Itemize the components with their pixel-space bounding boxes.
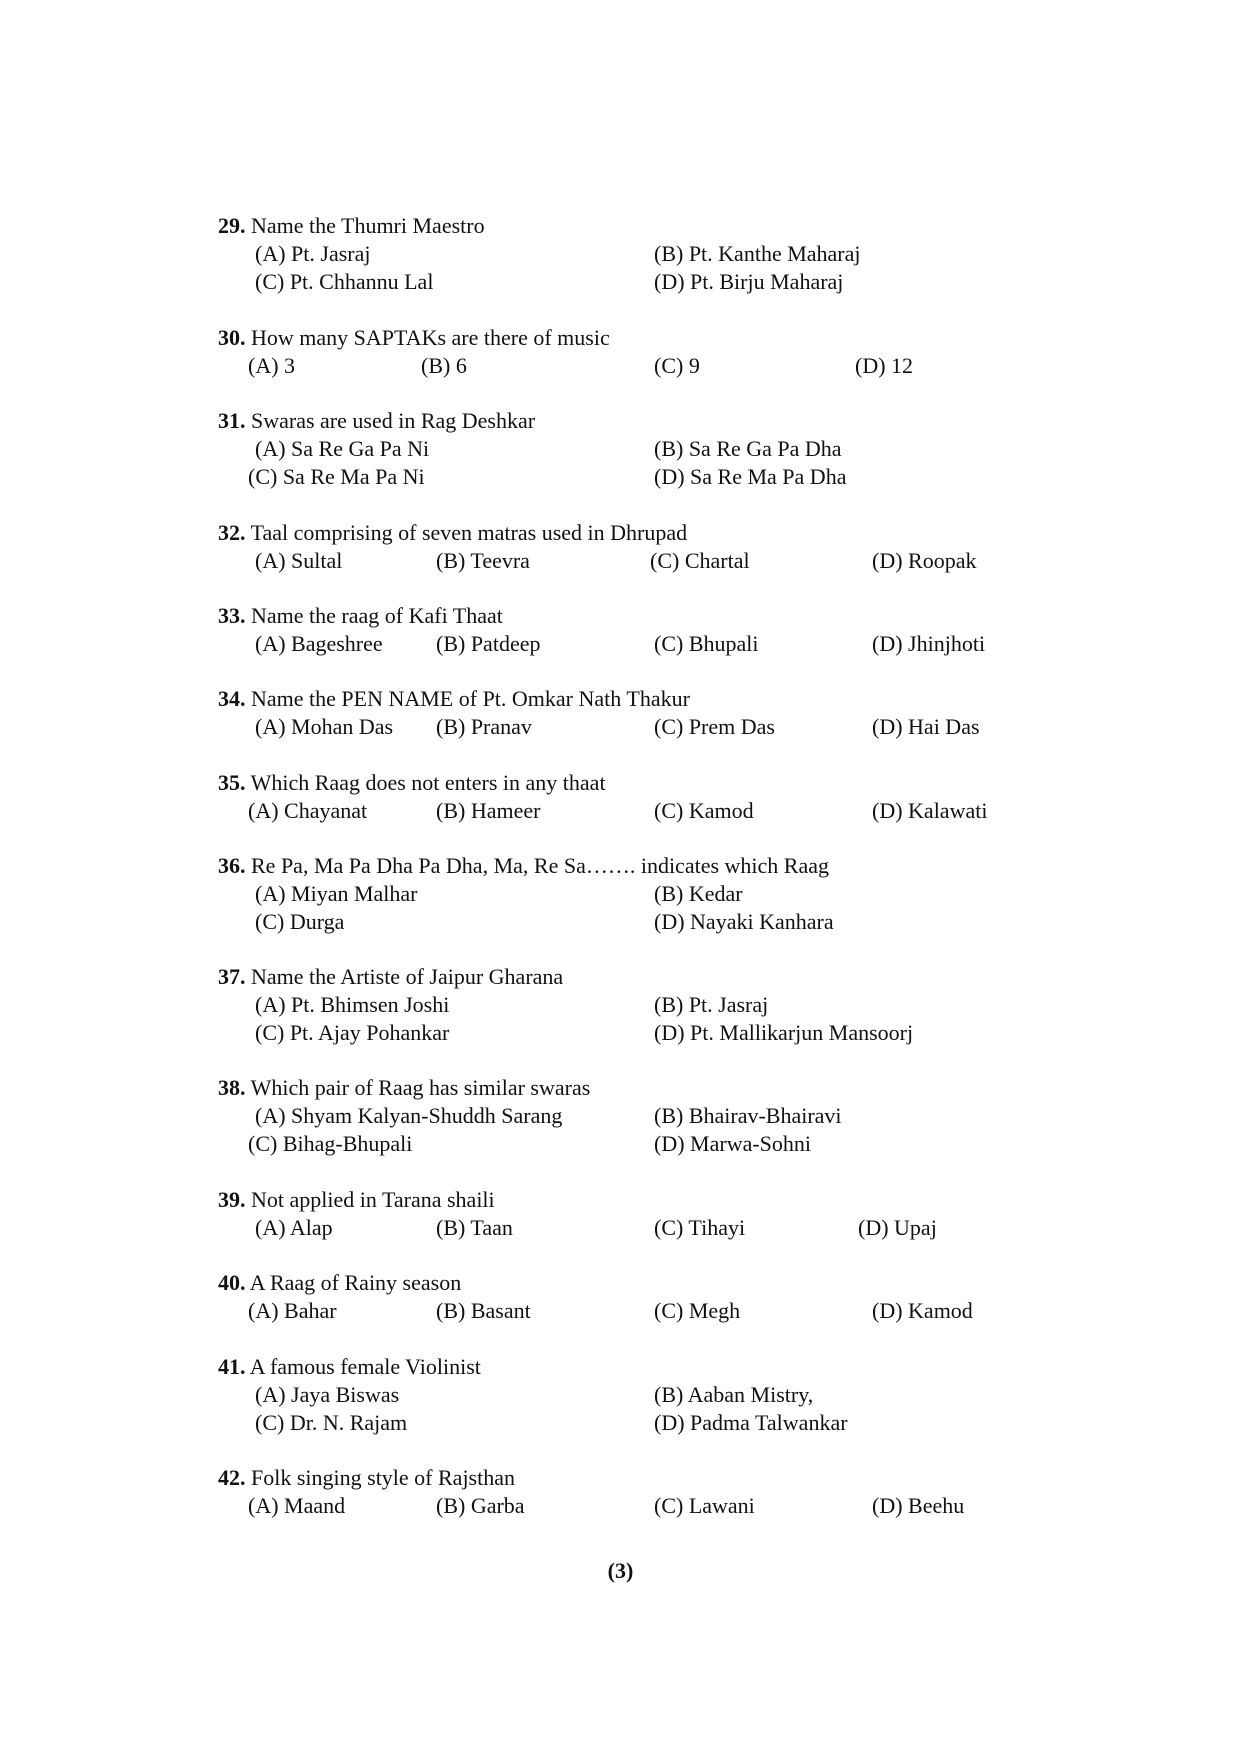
option-b: (B) Garba xyxy=(436,1493,525,1518)
question-number: 30. xyxy=(218,325,246,350)
option-c: (C) Pt. Ajay Pohankar xyxy=(255,1020,450,1045)
option-d: (D) Beehu xyxy=(872,1493,965,1518)
option-c: (C) Chartal xyxy=(650,548,750,573)
option-b: (B) Bhairav-Bhairavi xyxy=(654,1103,842,1128)
option-c: (C) Megh xyxy=(654,1298,741,1323)
option-a: (A) Sa Re Ga Pa Ni xyxy=(255,436,430,461)
option-a: (A) Bahar xyxy=(248,1298,337,1323)
question-text: How many SAPTAKs are there of music xyxy=(251,325,610,350)
option-d: (D) Marwa-Sohni xyxy=(654,1131,812,1156)
option-b: (B) Pt. Jasraj xyxy=(654,992,769,1017)
option-b: (B) Pt. Kanthe Maharaj xyxy=(654,241,861,266)
option-c: (C) Kamod xyxy=(654,798,754,823)
question-stem xyxy=(218,963,563,991)
question-stem xyxy=(218,1464,515,1492)
question-stem xyxy=(218,1186,495,1214)
option-b: (B) Teevra xyxy=(436,548,530,573)
option-a: (A) Mohan Das xyxy=(255,714,394,739)
option-c: (C) 9 xyxy=(654,353,700,378)
option-c: (C) Dr. N. Rajam xyxy=(255,1410,408,1435)
question-text: Re Pa, Ma Pa Dha Pa Dha, Ma, Re Sa……. indicates which Raag xyxy=(251,853,829,878)
question-stem xyxy=(218,407,535,435)
option-b: (B) Hameer xyxy=(436,798,541,823)
option-b: (B) Sa Re Ga Pa Dha xyxy=(654,436,842,461)
question-text: Name the PEN NAME of Pt. Omkar Nath Thakur xyxy=(251,686,690,711)
question-stem xyxy=(218,602,503,630)
option-b: (B) Pranav xyxy=(436,714,532,739)
option-a: (A) Pt. Jasraj xyxy=(255,241,371,266)
option-c: (C) Durga xyxy=(255,909,345,934)
question-text: Taal comprising of seven matras used in Dhrupad xyxy=(250,520,688,545)
question-text: Name the Artiste of Jaipur Gharana xyxy=(251,964,564,989)
option-d: (D) Pt. Birju Maharaj xyxy=(654,269,844,294)
question-stem xyxy=(218,1353,481,1381)
question-stem xyxy=(218,1269,461,1297)
question-stem xyxy=(218,769,606,797)
question-text: Name the raag of Kafi Thaat xyxy=(251,603,503,628)
question-number: 39. xyxy=(218,1187,246,1212)
option-b: (B) Basant xyxy=(436,1298,531,1323)
page-number: (3) xyxy=(607,1558,634,1583)
question-text: Not applied in Tarana shaili xyxy=(251,1187,495,1212)
option-c: (C) Pt. Chhannu Lal xyxy=(255,269,434,294)
option-d: (D) Hai Das xyxy=(872,714,980,739)
question-stem xyxy=(218,1074,590,1102)
question-number: 31. xyxy=(218,408,246,433)
question-text: A Raag of Rainy season xyxy=(249,1270,462,1295)
question-text: Name the Thumri Maestro xyxy=(251,213,485,238)
question-text: Which pair of Raag has similar swaras xyxy=(250,1075,591,1100)
option-b: (B) Taan xyxy=(436,1215,513,1240)
question-text: Which Raag does not enters in any thaat xyxy=(250,770,606,795)
option-a: (A) Pt. Bhimsen Joshi xyxy=(255,992,450,1017)
option-c: (C) Tihayi xyxy=(654,1215,746,1240)
option-c: (C) Lawani xyxy=(654,1493,755,1518)
option-c: (C) Prem Das xyxy=(654,714,775,739)
option-d: (D) 12 xyxy=(855,353,914,378)
question-number: 29. xyxy=(218,213,246,238)
option-d: (D) Upaj xyxy=(858,1215,937,1240)
option-d: (D) Nayaki Kanhara xyxy=(654,909,834,934)
question-number: 32. xyxy=(218,520,246,545)
question-text: A famous female Violinist xyxy=(249,1354,481,1379)
option-a: (A) Sultal xyxy=(255,548,343,573)
option-a: (A) Shyam Kalyan-Shuddh Sarang xyxy=(255,1103,563,1128)
option-b: (B) 6 xyxy=(421,353,467,378)
question-stem xyxy=(218,324,610,352)
option-d: (D) Jhinjhoti xyxy=(872,631,986,656)
option-d: (D) Padma Talwankar xyxy=(654,1410,848,1435)
option-b: (B) Patdeep xyxy=(436,631,541,656)
option-d: (D) Kalawati xyxy=(872,798,988,823)
option-a: (A) Maand xyxy=(248,1493,346,1518)
question-stem xyxy=(218,519,687,547)
question-stem xyxy=(218,212,485,240)
question-number: 35. xyxy=(218,770,246,795)
option-c: (C) Bhupali xyxy=(654,631,759,656)
question-stem xyxy=(218,852,829,880)
option-a: (A) Jaya Biswas xyxy=(255,1382,400,1407)
option-c: (C) Sa Re Ma Pa Ni xyxy=(248,464,425,489)
option-d: (D) Kamod xyxy=(872,1298,973,1323)
question-number: 36. xyxy=(218,853,246,878)
option-c: (C) Bihag-Bhupali xyxy=(248,1131,413,1156)
option-b: (B) Kedar xyxy=(654,881,743,906)
question-number: 34. xyxy=(218,686,246,711)
option-a: (A) Chayanat xyxy=(248,798,368,823)
option-b: (B) Aaban Mistry, xyxy=(654,1382,814,1407)
option-a: (A) Alap xyxy=(255,1215,333,1240)
question-number: 40. xyxy=(218,1270,246,1295)
question-number: 42. xyxy=(218,1465,246,1490)
option-a: (A) 3 xyxy=(248,353,296,378)
option-a: (A) Bageshree xyxy=(255,631,383,656)
question-number: 37. xyxy=(218,964,246,989)
question-number: 33. xyxy=(218,603,246,628)
option-d: (D) Sa Re Ma Pa Dha xyxy=(654,464,847,489)
option-d: (D) Pt. Mallikarjun Mansoorj xyxy=(654,1020,914,1045)
question-text: Swaras are used in Rag Deshkar xyxy=(251,408,536,433)
question-number: 41. xyxy=(218,1354,246,1379)
question-text: Folk singing style of Rajsthan xyxy=(251,1465,515,1490)
option-d: (D) Roopak xyxy=(872,548,977,573)
question-stem xyxy=(218,685,690,713)
option-a: (A) Miyan Malhar xyxy=(255,881,418,906)
question-number: 38. xyxy=(218,1075,246,1100)
